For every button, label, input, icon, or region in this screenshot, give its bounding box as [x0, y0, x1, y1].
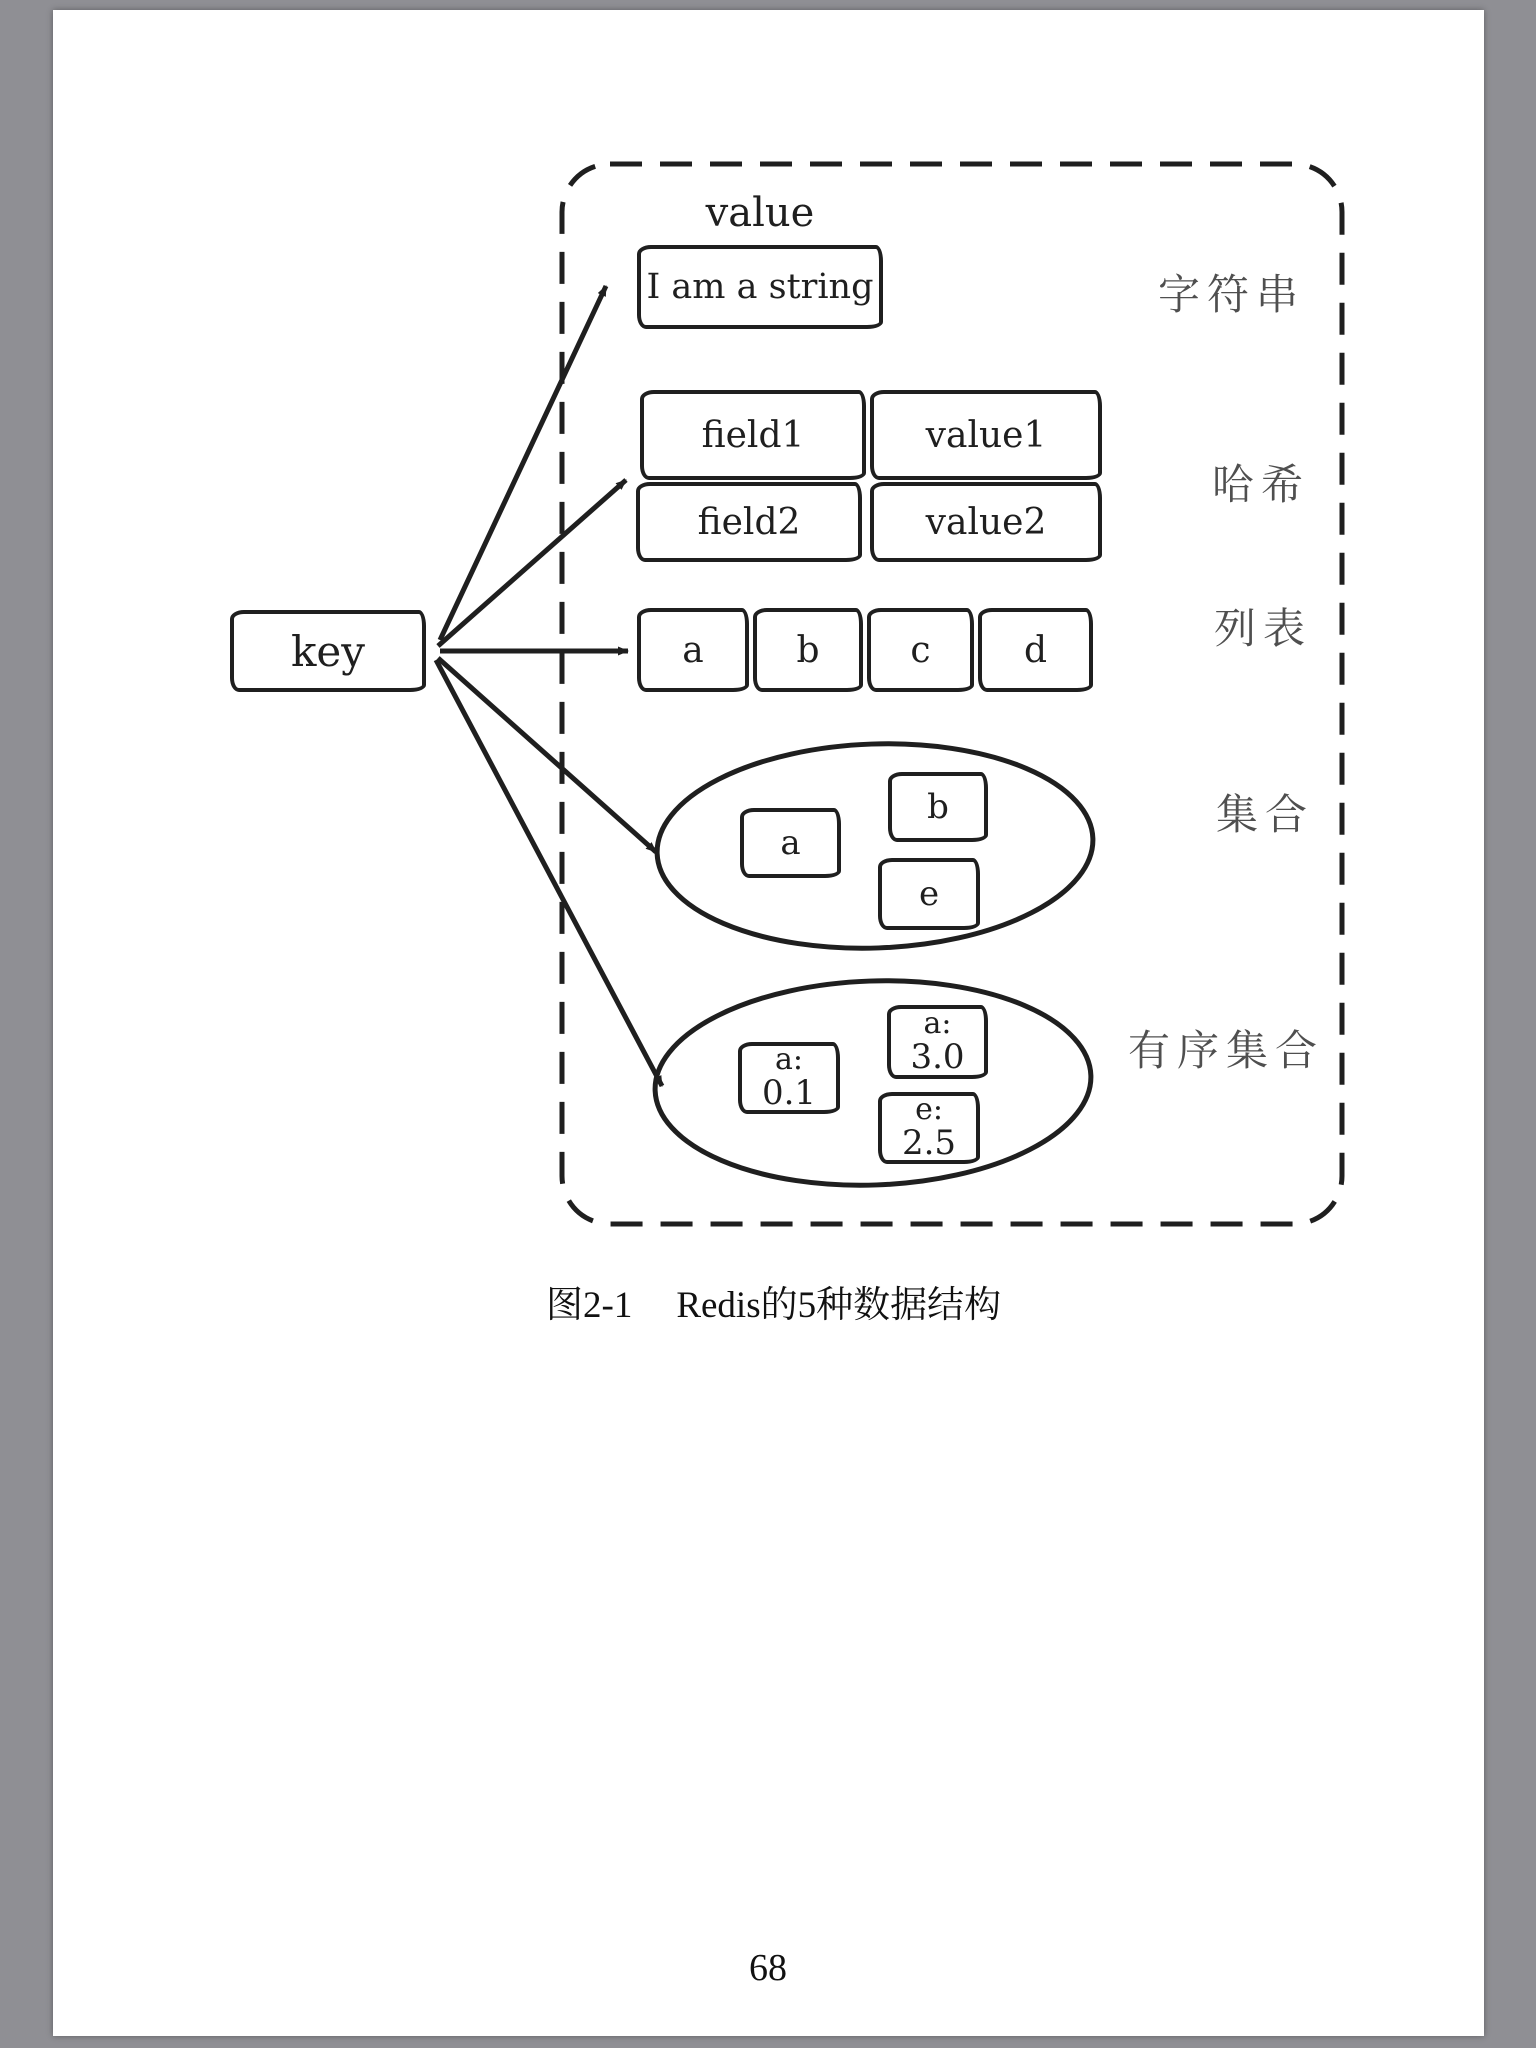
value-label: value	[705, 190, 815, 236]
hash-cell-field1: field1	[640, 390, 866, 480]
zset-member-name: a:	[775, 1042, 803, 1078]
key-box: key	[230, 610, 426, 692]
string-box: I am a string	[637, 245, 883, 329]
list-cell-a: a	[637, 608, 749, 692]
hash-type-label: 哈希	[1212, 461, 1311, 508]
string-type-label: 字符串	[1158, 271, 1306, 318]
zset-member-score: 0.1	[761, 1072, 817, 1113]
hash-cell-value1: value1	[870, 390, 1102, 480]
set-type-label: 集合	[1216, 791, 1315, 838]
zset-member-e-2.5	[878, 1092, 980, 1164]
zset-member-score: 2.5	[901, 1122, 957, 1163]
set-item-a: a	[740, 808, 841, 878]
list-cell-c: c	[867, 608, 974, 692]
figure-caption-title: Redis的5种数据结构	[676, 1285, 1002, 1326]
set-item-e: e	[878, 858, 980, 930]
zset-member-a-0.1	[738, 1042, 840, 1114]
hash-cell-value2: value2	[870, 482, 1102, 562]
list-cell-d: d	[978, 608, 1093, 692]
page-number: 68	[749, 1947, 787, 1989]
zset-member-name: e:	[915, 1092, 943, 1128]
list-type-label: 列表	[1214, 605, 1313, 652]
zset-member-name: a:	[923, 1006, 952, 1042]
figure-caption-label: 图2-1	[546, 1285, 633, 1326]
zset-type-label: 有序集合	[1128, 1027, 1325, 1074]
figure-caption	[546, 1274, 1001, 1328]
zset-member-a-3.0	[887, 1005, 988, 1079]
zset-member-score: 3.0	[910, 1036, 965, 1077]
list-cell-b: b	[753, 608, 863, 692]
hash-cell-field2: field2	[636, 482, 862, 562]
set-item-b: b	[888, 772, 988, 842]
